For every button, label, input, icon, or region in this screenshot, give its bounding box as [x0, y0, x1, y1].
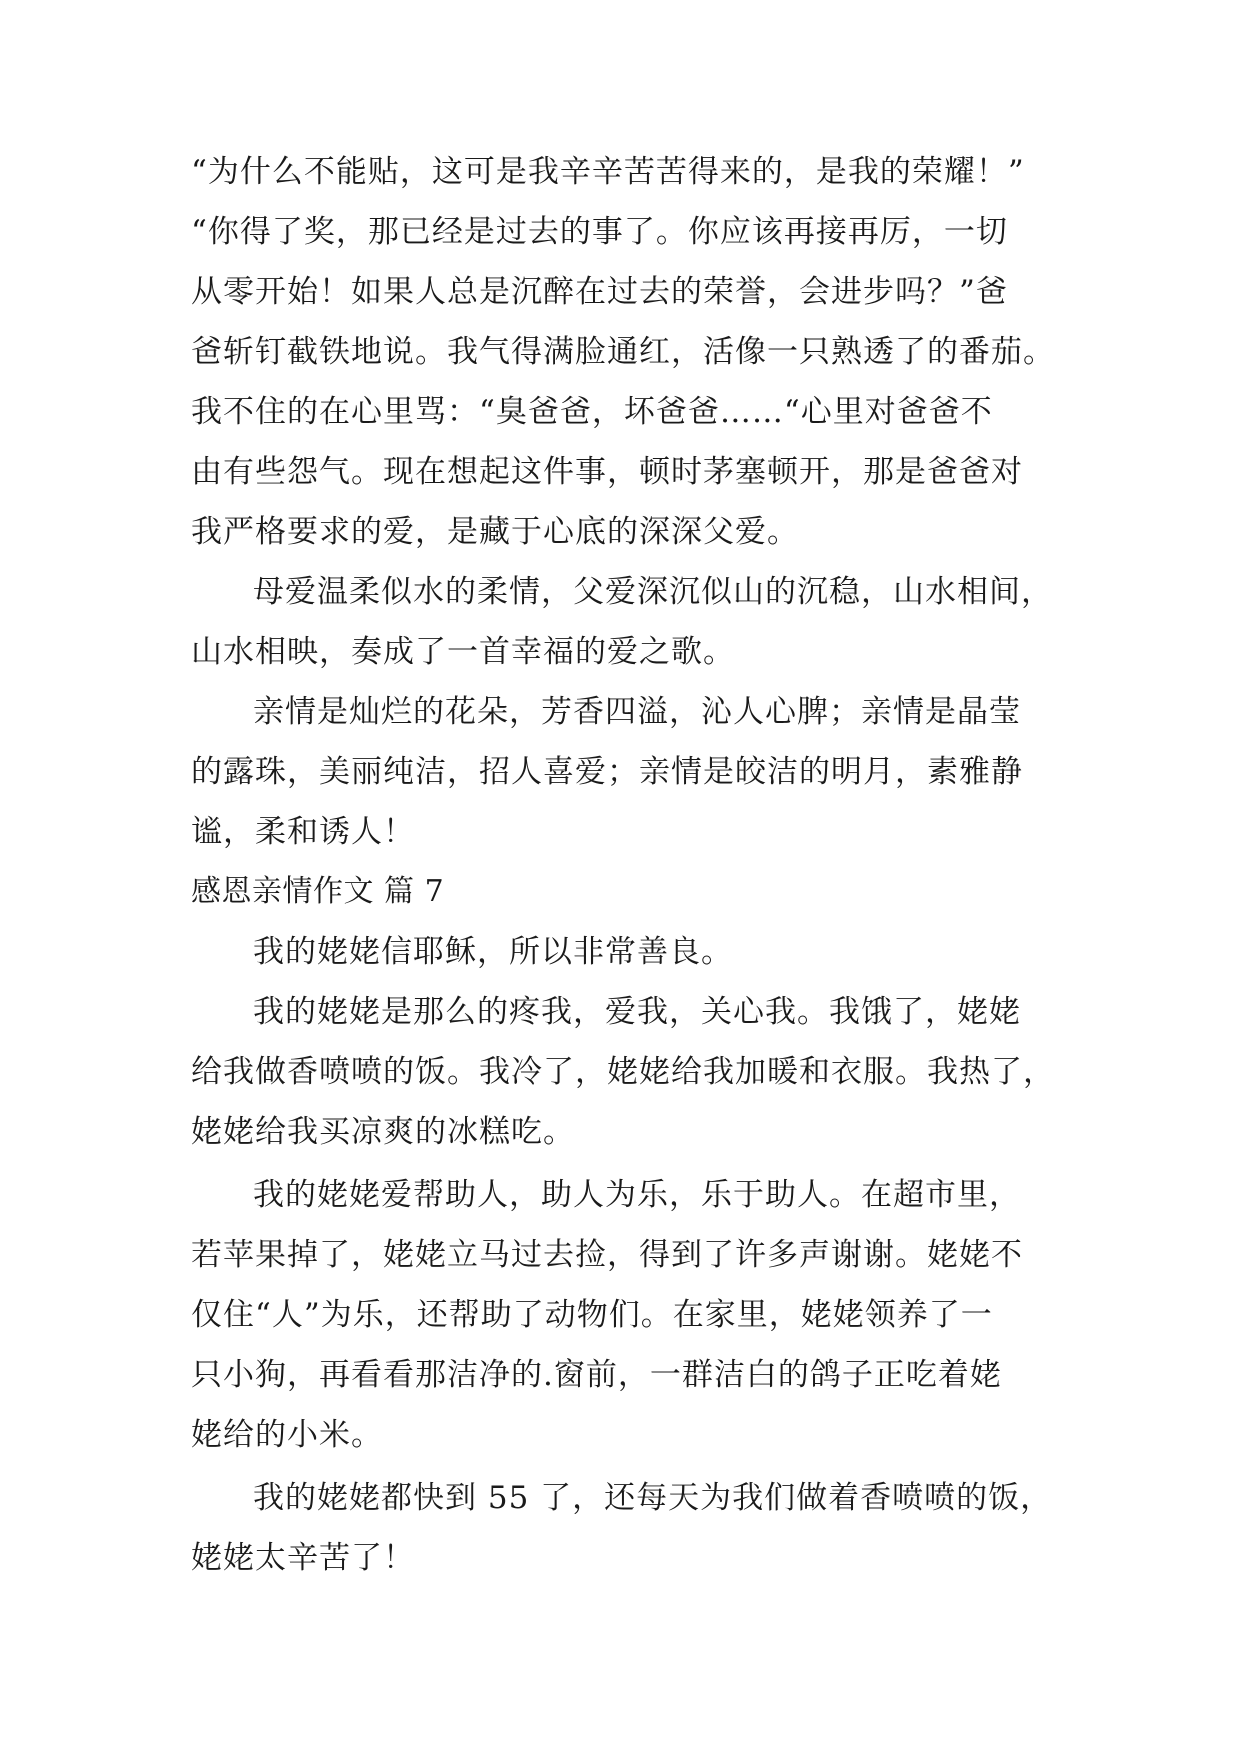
section-heading: 感恩亲情作文 篇 7	[191, 874, 445, 909]
paragraph-first-line: 我的姥姥是那么的疼我，爱我，关心我。我饿了，姥姥	[253, 994, 1021, 1030]
text-line: 给我做香喷喷的饭。我冷了，姥姥给我加暖和衣服。我热了，	[191, 1054, 1055, 1090]
text-line: 姥给的小米。	[191, 1417, 383, 1453]
text-line: 姥姥给我买凉爽的冰糕吃。	[191, 1114, 575, 1150]
text-line: 的露珠，美丽纯洁，招人喜爱；亲情是皎洁的明月，素雅静	[191, 754, 1023, 790]
paragraph-first-line: 我的姥姥爱帮助人，助人为乐，乐于助人。在超市里，	[253, 1177, 1021, 1213]
text-line: 谧，柔和诱人！	[191, 814, 415, 850]
text-line: 只小狗，再看看那洁净的.窗前，一群洁白的鸽子正吃着姥	[191, 1357, 1002, 1393]
text-line: 我严格要求的爱，是藏于心底的深深父爱。	[191, 514, 799, 550]
text-line: “你得了奖，那已经是过去的事了。你应该再接再厉，一切	[191, 214, 1008, 250]
text-line: “为什么不能贴，这可是我辛辛苦苦得来的，是我的荣耀！”	[191, 154, 1025, 190]
paragraph-first-line: 亲情是灿烂的花朵，芳香四溢，沁人心脾；亲情是晶莹	[253, 694, 1021, 730]
text-line: 若苹果掉了，姥姥立马过去捡，得到了许多声谢谢。姥姥不	[191, 1237, 1023, 1273]
paragraph-first-line: 我的姥姥信耶稣，所以非常善良。	[253, 934, 733, 970]
text-line: 从零开始！如果人总是沉醉在过去的荣誉，会进步吗？”爸	[191, 274, 1008, 310]
text-line: 我不住的在心里骂：“臭爸爸，坏爸爸……“心里对爸爸不	[191, 394, 993, 430]
text-line: 姥姥太辛苦了！	[191, 1540, 415, 1576]
paragraph-first-line: 我的姥姥都快到 55 了，还每天为我们做着香喷喷的饭，	[253, 1480, 1053, 1516]
paragraph-first-line: 母爱温柔似水的柔情，父爱深沉似山的沉稳，山水相间，	[253, 574, 1053, 610]
text-line: 爸斩钉截铁地说。我气得满脸通红，活像一只熟透了的番茄。	[191, 334, 1055, 370]
text-line: 仅住“人”为乐，还帮助了动物们。在家里，姥姥领养了一	[191, 1297, 993, 1333]
text-line: 由有些怨气。现在想起这件事，顿时茅塞顿开，那是爸爸对	[191, 454, 1023, 490]
text-line: 山水相映，奏成了一首幸福的爱之歌。	[191, 634, 735, 670]
